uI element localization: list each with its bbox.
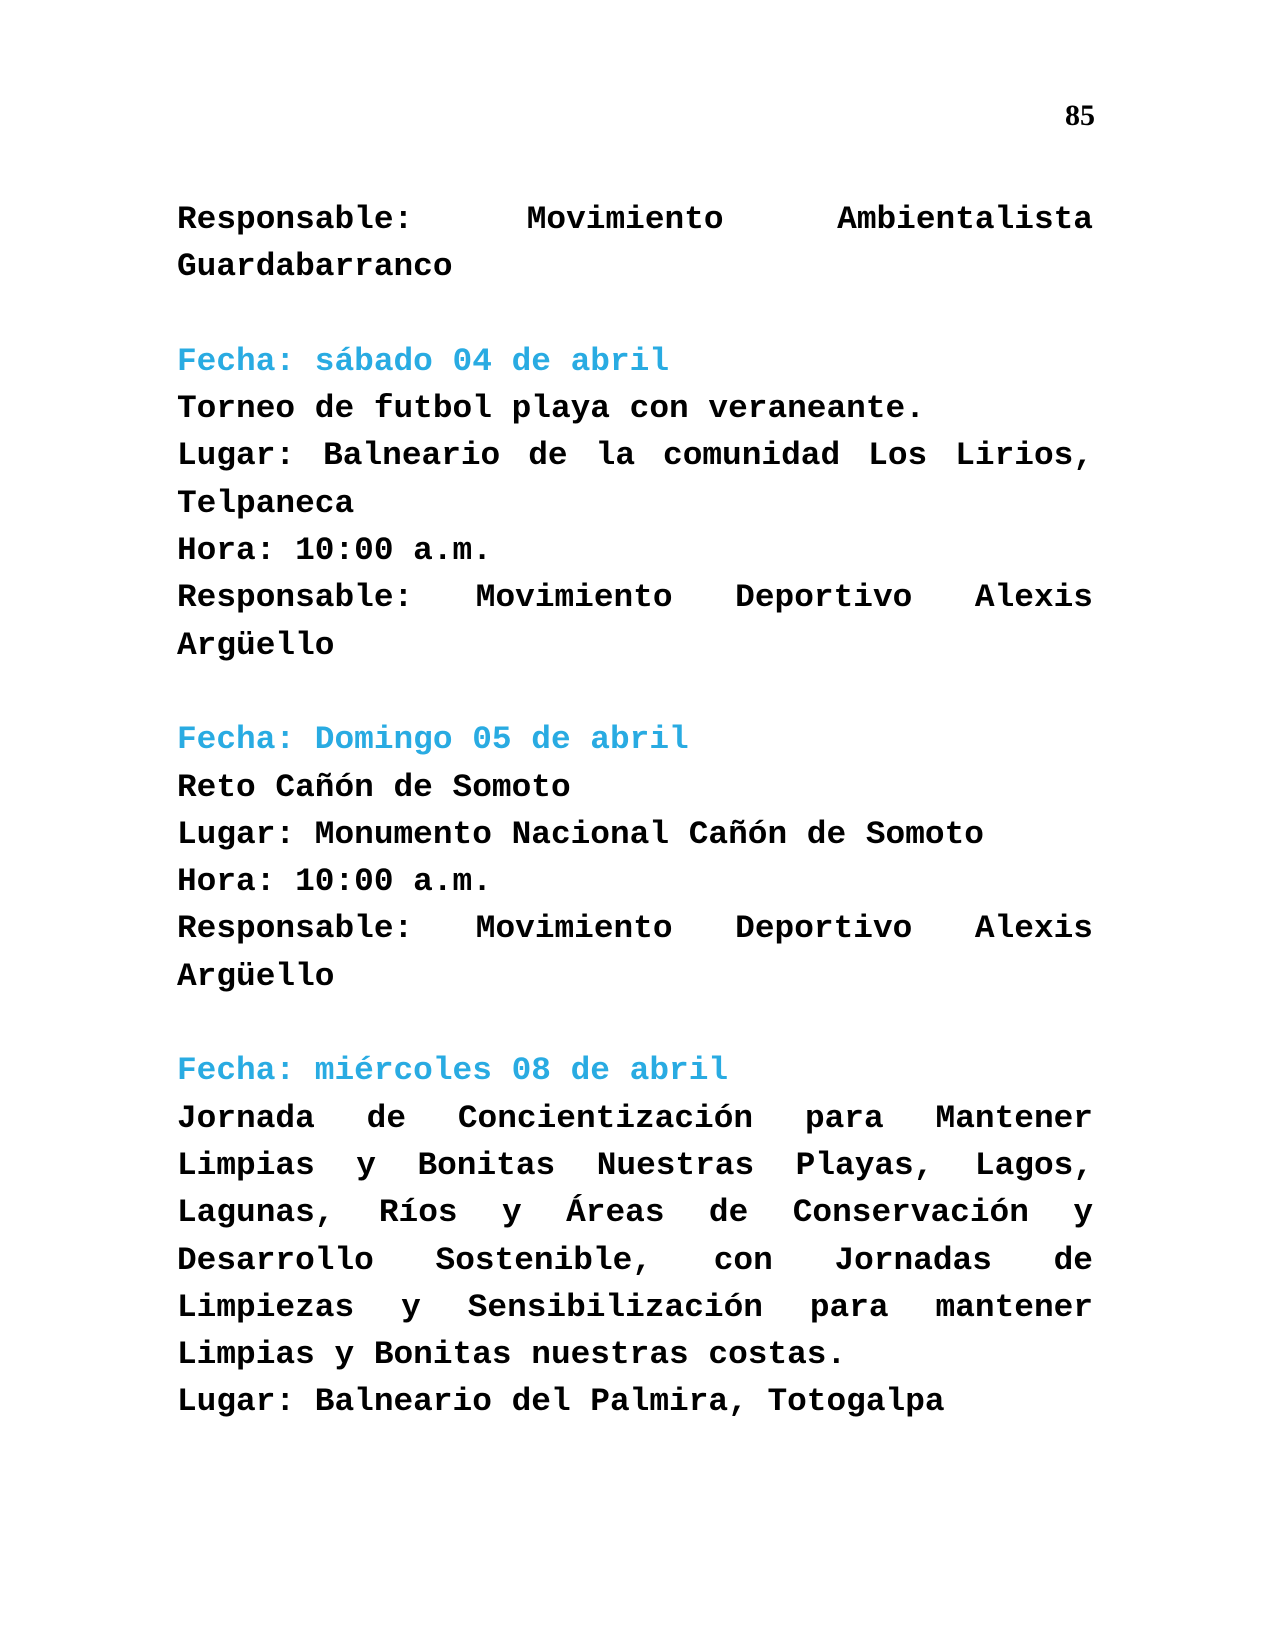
page-number: 85 (1065, 99, 1095, 132)
event-description-line: Jornada de Concientización para Mantener (177, 1099, 1093, 1137)
responsable-line-continued: Argüello (177, 626, 335, 664)
lugar-line: Lugar: Balneario del Palmira, Totogalpa (177, 1383, 945, 1421)
lugar-line: Lugar: Monumento Nacional Cañón de Somoto (177, 815, 984, 853)
event-title-line: Reto Cañón de Somoto (177, 768, 571, 806)
event-description-line: Limpiezas y Sensibilización para mantener (177, 1288, 1093, 1326)
fecha-heading: Fecha: miércoles 08 de abril (177, 1052, 729, 1090)
responsable-line-continued: Argüello (177, 957, 335, 995)
event-description-line: Limpias y Bonitas Nuestras Playas, Lagos, (177, 1146, 1093, 1184)
lugar-line: Lugar: Balneario de la comunidad Los Lirios, (177, 437, 1093, 475)
responsable-line: Responsable: Movimiento Deportivo Alexis (177, 910, 1093, 948)
fecha-heading: Fecha: Domingo 05 de abril (177, 721, 689, 759)
page-content (177, 196, 1093, 1426)
responsable-line-continued: Guardabarranco (177, 248, 453, 286)
fecha-heading: Fecha: sábado 04 de abril (177, 342, 670, 380)
lugar-line-continued: Telpaneca (177, 484, 355, 522)
event-section-05-abril (177, 716, 1093, 1000)
event-section-guardabarranco (177, 196, 1093, 291)
event-description-line: Desarrollo Sostenible, con Jornadas de (177, 1241, 1093, 1279)
event-title-line: Torneo de futbol playa con veraneante. (177, 390, 925, 428)
event-section-04-abril (177, 338, 1093, 669)
responsable-line: Responsable: Movimiento Deportivo Alexis (177, 579, 1093, 617)
event-section-08-abril (177, 1047, 1093, 1425)
event-description-line: Limpias y Bonitas nuestras costas. (177, 1336, 847, 1374)
hora-line: Hora: 10:00 a.m. (177, 532, 492, 570)
event-description-line: Lagunas, Ríos y Áreas de Conservación y (177, 1194, 1093, 1232)
responsable-line: Responsable: Movimiento Ambientalista (177, 201, 1093, 238)
hora-line: Hora: 10:00 a.m. (177, 863, 492, 901)
